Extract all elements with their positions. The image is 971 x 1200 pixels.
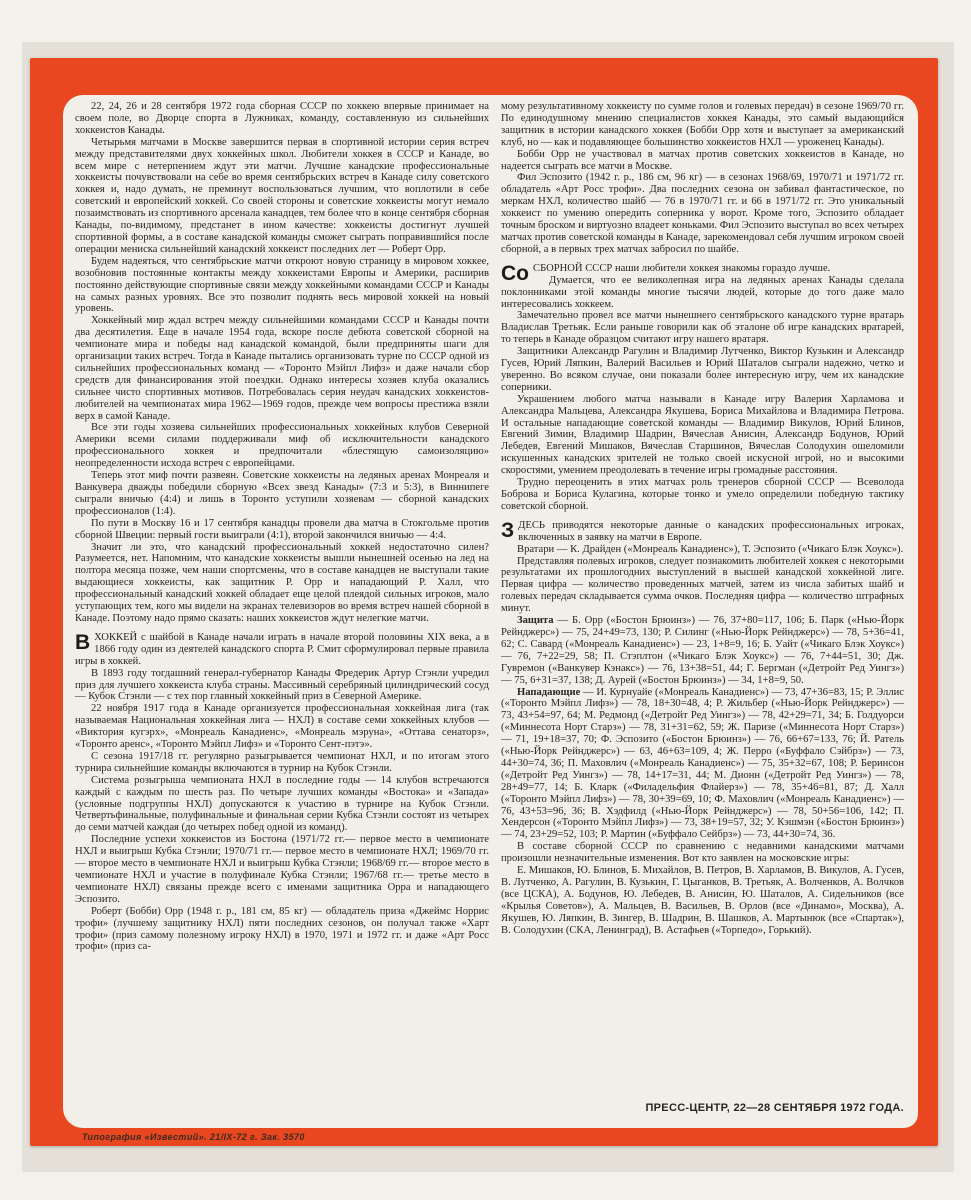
paragraph: Бобби Орр не участвовал в матчах против советских хоккеистов в Канаде, но надеется сыграть все матчи в Москве. bbox=[501, 148, 904, 172]
roster-paragraph: Е. Мишаков, Ю. Блинов, Б. Михайлов, В. Петров, В. Харламов, В. Викулов, А. Гусев, В. Лутченко, А. Рагулин, В. Кузькин, Г. Цыганков, В. Третьяк, А. Волченков, А. Волчков (все ЦСКА), А. Бодунов, Ю. Лебедев, В. Анисин, Ю. Шаталов, А. Сидельников (все «Крылья Советов»), А. Мальцев, В. Васильев, В. Орлов (все «Динамо», Москва), А. Якушев, Ю. Ляпкин, В. Зингер, В. Шадрин, В. Шашков, А. Мартынюк (все «Спартак»), В. Солодухин (СКА, Ленинград), В. Астафьев («Торпедо», Горький). bbox=[501, 865, 904, 936]
paragraph: Защитники Александр Рагулин и Владимир Лутченко, Виктор Кузькин и Александр Гусев, Юрий Ляпкин, Валерий Васильев и Юрий Шаталов сыграли надежно, четко и уверенно. Во всяком случае, они показали более интересную игру, чем их канадские соперники. bbox=[501, 346, 904, 393]
paragraph: Последние успехи хоккеистов из Бостона (1971/72 гг.— первое место в чемпионате НХЛ и выигрыш Кубка Стэнли; 1970/71 гг.— первое место в чемпионате НХЛ; 1969/70 гг.— второе место в чемпионате НХЛ и выигрыш Кубка Стэнли; 1968/69 гг.— второе место в чемпионате НХЛ и участие в полуфинале Кубка Стэнли; 1967/68 гг.— третье место в чемпионате НХЛ) связаны прежде всего с именами защитника Орра и нападающего Эспозито. bbox=[75, 834, 489, 905]
paragraph: 22, 24, 26 и 28 сентября 1972 года сборная СССР по хоккею впервые принимает на своем поле, во Дворце спорта в Лужниках, команду, составленную из сильнейших хоккеистов Канады. bbox=[75, 101, 489, 136]
forwards-text: — И. Курнуайе («Монреаль Канадиенс») — 73, 47+36=83, 15; Р. Эллис («Торонто Мэйпл Лифз») — 78, 18+30=48, 4; Р. Жильбер («Нью-Йорк Рейнджерс») — 73, 43+54=97, 64; М. Редмонд («Детройт Ред Уингз») — 78, 42+29=71, 34; Б. Голдуорси («Миннесота Норт Старз») — 78, 31+31=62, 59; Ж. Паризе («Миннесота Норт Старз») — 71, 19+18=37, 70; Ф. Эспозито («Бостон Брюинз») — 76, 66+67=133, 76; Й. Ратель («Нью-Йорк Рейнджерс») — 63, 46+63=109, 4; Ж. Перро («Буффало Сэйбрз») — 73, 44+30=74, 36; П. Маховлич («Монреаль Канадиенс») — 75, 35+32=67, 108; Р. Беринсон («Детройт Ред Уингз») — 78, 14+17=31, 44; М. Дионн («Детройт Ред Уингз») — 78, 28+49=77, 14; Б. Кларк («Филадельфия Флайерз») — 78, 35+46=81, 87; Д. Халл («Торонто Мэйпл Лифз») — 78, 30+39=69, 10; Ф. Маховлич («Монреаль Канадиенс») — 76, 43+53=96, 36; В. Хэдфилд («Нью-Йорк Рейнджерс») — 78, 50+56=106, 142; П. Хендерсон («Торонто Мэйпл Лифз») — 73, 38+19=57, 32; У. Кэшмэн («Бостон Брюинз») — 74, 23+29=52, 103; Р. Мартин («Буффало Сейбрз») — 73, 44+30=74, 36. bbox=[501, 686, 904, 841]
paragraph: мому результативному хоккеисту по сумме голов и голевых передач) в сезоне 1969/70 гг. По единодушному мнению специалистов хоккея Канады, это самый выдающийся защитник в истории канадского хоккея (Бобби Орр хотя и выступает за американский клуб, но — как и подавляющее большинство хоккеистов НХЛ — уроженец Канады). bbox=[501, 101, 904, 148]
press-center-signature: ПРЕСС-ЦЕНТР, 22—28 СЕНТЯБРЯ 1972 ГОДА. bbox=[645, 1102, 904, 1114]
paragraph: Трудно переоценить в этих матчах роль тренеров сборной СССР — Всеволода Боброва и Бориса Кулагина, которые тонко и умело определили победную тактику советской сборной. bbox=[501, 477, 904, 512]
paragraph: Роберт (Бобби) Орр (1948 г. р., 181 см, 85 кг) — обладатель приза «Джеймс Норрис трофи» (лучшему защитнику НХЛ) пяти последних сезонов, он получал также «Харт трофи» (приз самому полезному игроку НХЛ) в 1970, 1971 и 1972 гг. и даже «Арт Росс трофи» (приз са- bbox=[75, 905, 489, 953]
paragraph: По пути в Москву 16 и 17 сентября канадцы провели два матча в Стокгольме против сборной Швеции: первый гости выиграли (4:1), второй закончился вничью — 4:4. bbox=[75, 517, 489, 541]
paragraph: Фил Эспозито (1942 г. р., 186 см, 96 кг) — в сезонах 1968/69, 1970/71 и 1971/72 гг. обладатель «Арт Росс трофи». Два последних сезона он забивал фантастическое, по меркам НХЛ, количество шайб — 76 в 1970/71 гг. и 66 в 1971/72 гг. Это уникальный хоккеист по умению опередить соперника у ворот. Кроме того, Эспозито обладает точным броском и виртуозно владеет коньками. Фил Эспозито выступал во всех четырех матчах против советской команды в Канаде, зарекомендовал себя лучшим игроком своей сборной, а в первых трех матчах забросил по шайбе. bbox=[501, 172, 904, 255]
paragraph: 22 ноября 1917 года в Канаде организуется профессиональная хоккейная лига (так называемая Национальная хоккейная лига — НХЛ) в составе семи хоккейных клубов — «Виктория кугэрх», «Монреаль Канадиенс», «Монреаль мэруна», «Оттава сенаторз», «Торонто аренс», «Торонто Мэйпл Лифз» и «Торонто Сент-пэтэ». bbox=[75, 703, 489, 751]
right-column bbox=[501, 101, 904, 937]
paragraph: Теперь этот миф почти развеян. Советские хоккеисты на ледяных аренах Монреаля и Ванкувера дважды победили сборную «Всех звезд Канады» (7:3 и 5:3), в Виннипеге сыграли вничью (4:4) и лишь в Торонто уступили хозяевам — сборной канадских профессионалов (1:4). bbox=[75, 470, 489, 517]
paragraph: Хоккейный мир ждал встреч между сильнейшими командами СССР и Канады почти два десятилетия. Еще в начале 1954 года, вскоре после дебюта советской сборной на чемпионате мира и победы над канадской командой, были предприняты шаги для организации таких встреч. Тогда в Канаде пытались организовать турне по СССР одной из сильнейших профессиональных команд — «Торонто Мэйпл Лифз» и даже начали сбор средств для финансирования этой поездки. Однако интересы хозяев клуба оказались сильнее чисто спортивных мотивов. Потребовалась серия неудач канадских хоккеистов-любителей на чемпионатах мира 1962—1969 годов, прежде чем вопросы престижа взяли верх в самой Канаде. bbox=[75, 315, 489, 422]
defense-text: — Б. Орр («Бостон Брюинз») — 76, 37+80=117, 106; Б. Парк («Нью-Йорк Рейнджерс») — 75, 24+49=73, 130; Р. Силинг («Нью-Йорк Рейнджерс») — 78, 5+36=41, 62; С. Савард («Монреаль Канадиенс») — 23, 1+8=9, 16; Б. Уайт («Чикаго Блэк Хоукс») — 76, 7+22=29, 58; П. Стэплтон («Чикаго Блэк Хоукс») — 76, 7+44=51, 30; Дж. Гувремон («Ванкувер Кэнакс») — 76, 13+38=51, 44; Г. Бергман («Детройт Ред Уингз») — 75, 6+31=37, 138; Д. Аурей («Бостон Брюинз») — 34, 1+8=9, 50. bbox=[501, 615, 904, 686]
paragraph: Представляя полевых игроков, следует познакомить любителей хоккея с некоторыми результатами их прошлогодних выступлений в высшей канадской хоккейной лиге. Первая цифра — количество проведенных матчей, затем из числа забитых шайб и голевых передач складывается сумма очков. Последняя цифра — количество штрафных минут. bbox=[501, 555, 904, 615]
paragraph-text: ХОККЕЙ с шайбой в Канаде начали играть в начале второй половины XIX века, а в 1866 году один из деятелей канадского спорта Р. Смит сформулировал первые правила игры в хоккей. bbox=[75, 631, 489, 667]
section-paragraph bbox=[501, 520, 904, 544]
defense-list bbox=[501, 615, 904, 686]
paragraph-text: ДЕСЬ приводятся некоторые данные о канадских профессиональных игроках, включенных в заявку на матчи в Европе. bbox=[518, 519, 904, 543]
section-paragraph bbox=[501, 261, 904, 285]
forwards-label: Нападающие bbox=[517, 686, 581, 698]
forwards-list bbox=[501, 687, 904, 842]
drop-initial: Со bbox=[501, 261, 529, 285]
drop-initial: В bbox=[75, 630, 91, 654]
text-panel bbox=[63, 95, 918, 1128]
paragraph: Думается, что ее великолепная игра на ледяных аренах Канады сделала поклонниками этой команды многие тысячи людей, которые до того даже мало интересовались хоккеем. bbox=[501, 274, 904, 310]
defense-label: Защита bbox=[517, 615, 554, 627]
paragraph: Значит ли это, что канадский профессиональный хоккей недостаточно силен? Разумеется, нет. Напомним, что канадские хоккеисты вышли нынешней осенью на лед на полтора месяца позже, чем наши спортсмены, что в составе канадцев не выступали такие выдающиеся хоккеисты, как защитник Р. Орр и нападающий Р. Халл, что профессиональный канадский хоккей обладает еще целой плеядой сильных игроков, мало уступающих тем, кого мы видели на экранах телевизоров во время встреч нашей сборной в Канаде. Поэтому надо прямо сказать: наших хоккеистов ждут нелегкие матчи. bbox=[75, 541, 489, 624]
paragraph: Украшением любого матча называли в Канаде игру Валерия Харламова и Александра Мальцева, Александра Якушева, Бориса Михайлова и Владимира Петрова. И остальные нападающие советской команды — Владимир Викулов, Юрий Блинов, Евгений Зимин, Владимир Шадрин, Вячеслав Анисин, Александр Бодунов, Юрий Лебедев, Евгений Мишаков, Вячеслав Старшинов, Вячеслав Солодухин ошеломили искушенных канадских зрителей не только своей искусной игрой, но и высокими скоростями, умением преодолевать в течение игры громадные расстояния. bbox=[501, 393, 904, 477]
paragraph: В составе сборной СССР по сравнению с недавними канадскими матчами произошли незначительные изменения. Вот кто заявлен на московские игры: bbox=[501, 841, 904, 865]
paragraph: Замечательно провел все матчи нынешнего сентябрьского канадского турне вратарь Владислав Третьяк. Если раньше говорили как об эталоне об игре канадских вратарей, то теперь в Канаде образцом считают игру нашего вратаря. bbox=[501, 310, 904, 346]
paragraph: С сезона 1917/18 гг. регулярно разыгрывается чемпионат НХЛ, и по итогам этого турнира сильнейшие команды включаются в турнир на Кубок Стэнли. bbox=[75, 750, 489, 774]
section-paragraph bbox=[75, 632, 489, 668]
paragraph: Вратари — К. Драйден («Монреаль Канадиенс»), Т. Эспозито («Чикаго Блэк Хоукс»). bbox=[517, 543, 904, 555]
paragraph: Четырьмя матчами в Москве завершится первая в спортивной истории серия встреч между представителями двух хоккейных школ. Любители хоккея в СССР и Канаде, во всем мире с нетерпением ждут эти матчи. Лучшие канадские профессиональные хоккеисты почувствовали на себе во время сентябрьских встреч в Канаде силу советского хоккея и, надо думать, не преминут воспользоваться лучшим, что воплотили в себе советский и европейский хоккей. Со своей стороны и советские хоккеисты могут немало позаимствовать из спортивного арсенала канадцев, тем более что в конце сентября сборная Канады, по-видимому, предстанет в ином качестве: хоккеисты достигнут лучшей спортивной формы, а в составе канадской команды сможет сыграть поправившийся после операции мениска сильнейший канадский хоккеист последних лет — Роберт Орр. bbox=[75, 136, 489, 255]
drop-initial: З bbox=[501, 518, 515, 542]
paragraph: Будем надеяться, что сентябрьские матчи откроют новую страницу в мировом хоккее, возобновив постоянные контакты между хоккеистами Европы и Америки, расширив постоянно действующие спортивные связи между хоккейными командами СССР и Канады на самых разных уровнях. Все это позволит поднять весь мировой хоккей на новый уровень. bbox=[75, 255, 489, 315]
paragraph: В 1893 году тогдашний генерал-губернатор Канады Фредерик Артур Стэнли учредил приз для лучшего хоккеиста клуба страны. Массивный серебряный цилиндрический сосуд — Кубок Стэнли — с тех пор главный хоккейный приз в Северной Америке. bbox=[75, 667, 489, 703]
printer-imprint: Типография «Известий». 21/IX-72 г. Зак. 3570 bbox=[82, 1132, 305, 1142]
left-column bbox=[75, 101, 489, 953]
paragraph-text: СБОРНОЙ СССР наши любители хоккея знакомы гораздо лучше. bbox=[533, 262, 831, 274]
paragraph: Система розыгрыша чемпионата НХЛ в последние годы — 14 клубов встречаются каждый с каждым по шесть раз. По четыре лучших команды «Востока» и «Запада» (условные подгруппы НХЛ) допускаются к участию в турнире на Кубок Стэнли. Четвертьфинальные, полуфинальные и финальная серии Кубка Стэнли состоят из четырех до семи матчей каждая (до четырех побед одной из команд). bbox=[75, 774, 489, 834]
paragraph: Все эти годы хозяева сильнейших профессиональных хоккейных клубов Северной Америки всеми силами поддерживали миф об исключительности канадского профессионального хоккея и предпочитали «блестящую самоизоляцию» неопределенности исхода встреч с европейцами. bbox=[75, 422, 489, 470]
